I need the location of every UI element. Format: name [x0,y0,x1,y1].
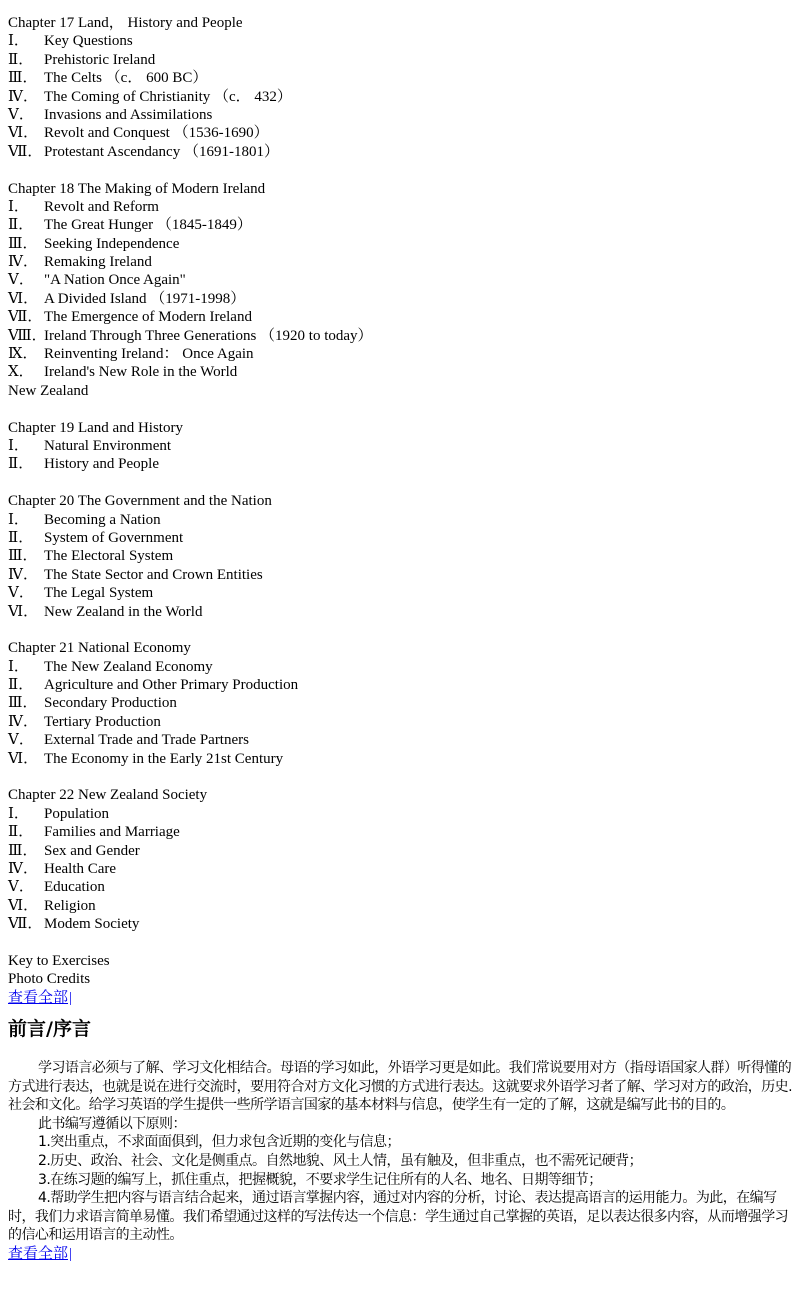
toc-item [8,823,792,841]
toc-item [8,529,792,547]
section-title: Protestant Ascendancy （1691-1801） [44,143,279,160]
section-title: "A Nation Once Again" [44,272,186,289]
section-number: Ⅴ． [8,585,34,602]
toc-item [8,363,792,381]
section-title: The Electoral System [44,548,174,565]
toc-item [8,124,792,142]
toc-item [8,345,792,363]
toc-item [8,327,792,345]
principle-item: 4.帮助学生把内容与语言结合起来，通过语言掌握内容，通过对内容的分析，讨论、表达提高语言的运用能力。为此，在编写时，我们力求语言简单易懂。我们希望通过这样的写法传达一个信息：学生通过自己掌握的英语，足以表达很多内容，从而增强学习的信心和运用语言的主动性。 [8,1190,789,1244]
toc-item [8,143,792,161]
section-number: Ⅶ． [8,916,43,933]
principles-lead: 此书编写遵循以下原则： [38,1115,186,1132]
section-number: Ⅳ． [8,254,38,271]
section-number: Ⅰ． [8,511,29,528]
toc-item [8,547,792,565]
section-title: Reinventing Ireland： Once Again [44,346,254,363]
section-title: Religion [44,897,96,914]
section-number: Ⅶ． [8,309,43,326]
chapter-title: Chapter 19 Land and History [8,419,183,436]
section-number: Ⅰ． [8,437,29,454]
toc-item [8,216,792,234]
toc-item [8,88,792,106]
section-title: Prehistoric Ireland [44,51,156,68]
section-title: The Economy in the Early 21st Century [44,750,284,767]
section-number: Ⅹ． [8,364,34,381]
section-number: Ⅴ． [8,106,34,123]
toc-item [8,235,792,253]
section-title: Tertiary Production [44,713,161,730]
section-number: Ⅰ． [8,658,29,675]
section-number: Ⅱ． [8,51,34,68]
section-number: Ⅵ． [8,897,39,914]
principle-item: 3.在练习题的编写上，抓住重点，把握概貌，不要求学生记住所有的人名、地名、日期等细节； [38,1171,602,1188]
section-title: Education [44,879,105,896]
key-to-exercises: Key to Exercises [8,952,110,969]
back-matter [8,952,792,989]
section-number: Ⅲ． [8,695,38,712]
section-number: Ⅴ． [8,879,34,896]
spacer [8,768,792,786]
section-number: Ⅱ． [8,456,34,473]
section-number: Ⅳ． [8,860,38,877]
cursor-caret: | [69,1246,73,1263]
section-title: Modem Society [44,916,140,933]
toc-item [8,694,792,712]
view-all-link-preface[interactable]: 查看全部 [8,1246,69,1263]
section-title: The New Zealand Economy [44,658,213,675]
section-title: The Coming of Christianity （c． 432） [44,88,292,105]
section-number: Ⅱ． [8,529,34,546]
spacer [8,934,792,952]
toc-item [8,842,792,860]
toc-item [8,253,792,271]
section-number: Ⅳ． [8,88,38,105]
toc-item [8,897,792,915]
toc-item [8,290,792,308]
toc-item [8,878,792,896]
section-title: Population [44,805,110,822]
toc-item [8,32,792,50]
table-of-contents [8,14,792,952]
section-title: Ireland's New Role in the World [44,364,238,381]
section-title: Ireland Through Three Generations （1920 to today） [44,327,373,344]
section-title: Remaking Ireland [44,254,152,271]
toc-item [8,603,792,621]
principle-item: 2.历史、政治、社会、文化是侧重点。自然地貌、风土人情，虽有触及，但非重点，也不需死记硬背； [38,1153,643,1170]
section-title: Natural Environment [44,437,172,454]
toc-item [8,915,792,933]
section-title: Agriculture and Other Primary Production [44,677,299,694]
page [8,14,792,1263]
section-number: Ⅳ． [8,713,38,730]
toc-item [8,676,792,694]
section-number: Ⅵ． [8,750,39,767]
view-all-link-toc[interactable]: 查看全部 [8,989,69,1006]
section-title: External Trade and Trade Partners [44,732,249,749]
toc-item [8,455,792,473]
section-title: Becoming a Nation [44,511,161,528]
section-title: Revolt and Conquest （1536-1690） [44,125,269,142]
section-title: The State Sector and Crown Entities [44,566,263,583]
section-title: Revolt and Reform [44,198,159,215]
section-number: Ⅵ． [8,125,39,142]
section-title: Secondary Production [44,695,177,712]
section-number: Ⅴ． [8,732,34,749]
toc-item [8,437,792,455]
toc-item [8,106,792,124]
toc-item [8,511,792,529]
toc-item [8,584,792,602]
section-number: Ⅲ． [8,70,38,87]
toc-item [8,198,792,216]
spacer [8,474,792,492]
section-number: Ⅷ． [8,327,47,344]
chapter-title: Chapter 21 National Economy [8,640,191,657]
section-title: The Celts （c． 600 BC） [44,70,208,87]
section-number: Ⅳ． [8,566,38,583]
section-number: Ⅶ． [8,143,43,160]
toc-item [8,271,792,289]
section-title: History and People [44,456,159,473]
section-number: Ⅲ． [8,548,38,565]
section-number: Ⅸ． [8,346,38,363]
section-title: System of Government [44,529,184,546]
toc-item [8,805,792,823]
section-title: Key Questions [44,33,133,50]
toc-item [8,658,792,676]
toc-item [8,51,792,69]
section-number: Ⅵ． [8,603,39,620]
section-title: The Legal System [44,585,154,602]
toc-item [8,860,792,878]
spacer [8,400,792,418]
section-number: Ⅱ． [8,217,34,234]
toc-item [8,308,792,326]
section-number: Ⅲ． [8,235,38,252]
section-title: Health Care [44,860,117,877]
toc-item [8,750,792,768]
section-number: Ⅴ． [8,272,34,289]
section-title: Seeking Independence [44,235,180,252]
cursor-caret: | [69,989,73,1006]
chapter-title: Chapter 17 Land， History and People [8,15,243,31]
chapter-title: Chapter 20 The Government and the Nation [8,493,272,510]
section-title: The Emergence of Modern Ireland [44,309,252,326]
spacer [8,161,792,179]
section-title: A Divided Island （1971-1998） [44,290,246,307]
principle-item: 1.突出重点，不求面面俱到，但力求包含近期的变化与信息； [38,1134,400,1151]
section-number: Ⅰ． [8,33,29,50]
part-title: New Zealand [8,382,89,399]
spacer [8,621,792,639]
view-all-row-toc [8,989,792,1007]
preface-intro: 学习语言必须与了解、学习文化相结合。母语的学习如此，外语学习更是如此。我们常说要用对方（指母语国家人群）听得懂的方式进行表达，也就是说在进行交流时，要用符合对方文化习惯的方式进行表达。这就要求外语学习者了解、学习对方的政治，历史.社会和文化。给学习英语的学生提供一些所学语言国家的基本材料与信息，使学生有一定的了解，这就是编写此书的目的。 [8,1060,792,1114]
toc-item [8,731,792,749]
section-number: Ⅱ． [8,677,34,694]
preface-heading: 前言/序言 [8,1018,91,1041]
section-number: Ⅲ． [8,842,38,859]
section-title: New Zealand in the World [44,603,203,620]
view-all-row-preface [8,1245,792,1263]
toc-item [8,69,792,87]
section-title: The Great Hunger （1845-1849） [44,217,252,234]
toc-item [8,566,792,584]
toc-item [8,713,792,731]
section-title: Sex and Gender [44,842,140,859]
section-number: Ⅱ． [8,824,34,841]
section-number: Ⅰ． [8,805,29,822]
section-number: Ⅵ． [8,290,39,307]
section-number: Ⅰ． [8,198,29,215]
chapter-title: Chapter 22 New Zealand Society [8,787,208,804]
preface-body [8,1059,792,1245]
chapter-title: Chapter 18 The Making of Modern Ireland [8,180,266,197]
section-title: Families and Marriage [44,824,180,841]
photo-credits: Photo Credits [8,971,91,988]
section-title: Invasions and Assimilations [44,106,213,123]
